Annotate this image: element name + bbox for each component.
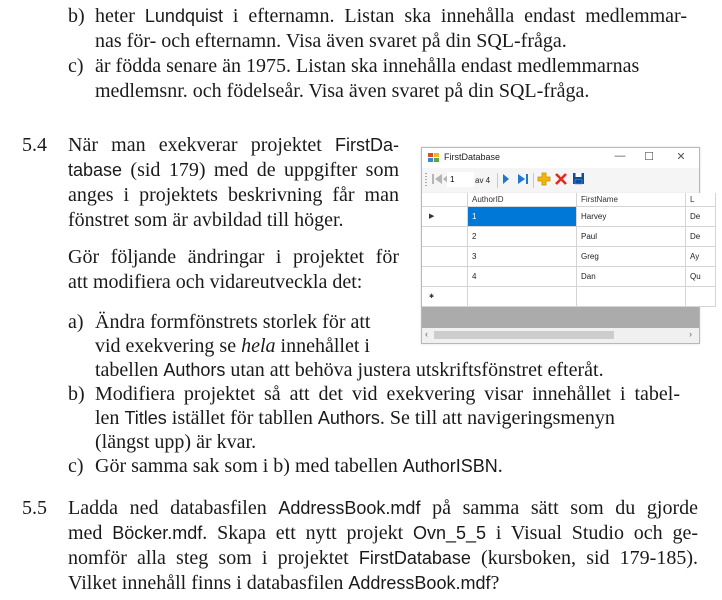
- body-line-1: Ladda ned databasfilen AddressBook.mdf på samma sätt som du gjorde: [68, 497, 699, 519]
- close-button[interactable]: ✕: [676, 151, 686, 163]
- cell-firstname[interactable]: Dan: [577, 267, 686, 287]
- cell-authorid[interactable]: [468, 287, 577, 307]
- window-title: FirstDatabase: [444, 152, 501, 162]
- item-b-line-3: (längst upp) är kvar.: [95, 431, 257, 453]
- cell-authorid[interactable]: 2: [468, 227, 577, 247]
- item-label-b: b): [68, 383, 85, 405]
- cell-firstname[interactable]: Paul: [577, 227, 686, 247]
- column-header-lastname[interactable]: L: [686, 193, 716, 207]
- item-b-line-2: nas för- och efternamn. Visa även svaret på din SQL-fråga.: [95, 30, 567, 52]
- cell-lastname[interactable]: Qu: [686, 267, 716, 287]
- row-header[interactable]: [422, 287, 468, 307]
- minimize-button[interactable]: —: [614, 150, 626, 162]
- toolbar-grip[interactable]: [425, 173, 427, 187]
- toolbar-separator: [533, 173, 534, 188]
- row-header[interactable]: [422, 247, 468, 267]
- item-label-c: c): [68, 55, 84, 77]
- scrollbar-thumb[interactable]: [434, 331, 614, 339]
- app-icon: [428, 153, 439, 162]
- body-line-2: med Böcker.mdf. Skapa ett nytt projekt Ovn_5_5 i Visual Studio och ge-: [68, 522, 698, 544]
- delete-icon[interactable]: [554, 172, 568, 186]
- cell-authorid[interactable]: 4: [468, 267, 577, 287]
- item-b-line-1: heter Lundquist i efternamn. Listan ska innehålla endast medlemmar-: [95, 5, 687, 27]
- horizontal-scrollbar[interactable]: [422, 328, 699, 342]
- move-last-icon[interactable]: [517, 172, 529, 186]
- item-label-b: b): [68, 5, 85, 27]
- item-a-line-3: tabellen Authors utan att behöva justera utskriftsfönstret efteråt.: [95, 359, 604, 381]
- intro-line-3: anges i projektets beskrivning får man: [68, 184, 399, 206]
- item-c-line-1: är födda senare än 1975. Listan ska innehålla endast medlemmarnas: [95, 55, 640, 77]
- item-a-line-2: vid exekvering se hela innehållet i: [95, 335, 370, 357]
- first-database-window: [421, 147, 700, 344]
- row-header[interactable]: [422, 227, 468, 247]
- title-bar: [422, 148, 699, 168]
- cell-lastname[interactable]: Ay: [686, 247, 716, 267]
- item-c-line-1: Gör samma sak som i b) med tabellen AuthorISBN.: [95, 455, 503, 477]
- toolbar-separator: [497, 173, 498, 188]
- cell-lastname[interactable]: [686, 287, 716, 307]
- table-row[interactable]: [422, 267, 712, 287]
- cell-lastname[interactable]: De: [686, 207, 716, 227]
- intro-line-4: fönstret som är avbildad till höger.: [68, 209, 344, 231]
- column-header-authorid[interactable]: AuthorID: [468, 193, 577, 207]
- new-row-icon: ✱: [429, 294, 435, 300]
- table-row[interactable]: [422, 227, 712, 247]
- cell-lastname[interactable]: De: [686, 227, 716, 247]
- body-line-3: nomför alla steg som i projektet FirstDatabase (kursboken, sid 179-185).: [68, 547, 699, 569]
- maximize-button[interactable]: ☐: [644, 151, 654, 163]
- intro-line-1: När man exekverar projektet FirstDa-: [68, 134, 399, 156]
- count-label: av 4: [475, 176, 491, 185]
- cell-firstname[interactable]: [577, 287, 686, 307]
- position-input[interactable]: 1: [447, 172, 474, 187]
- save-icon[interactable]: [572, 172, 585, 186]
- add-new-icon[interactable]: [537, 172, 551, 186]
- authors-data-grid: [422, 193, 699, 328]
- move-next-icon[interactable]: [502, 172, 510, 186]
- cell-firstname[interactable]: Greg: [577, 247, 686, 267]
- item-c-line-2: medlemsnr. och födelseår. Visa även svaret på din SQL-fråga.: [95, 80, 590, 102]
- scroll-right-icon[interactable]: ›: [689, 329, 692, 339]
- table-row[interactable]: [422, 247, 712, 267]
- exercise-number: 5.4: [22, 134, 47, 156]
- item-a-line-1: Ändra formfönstrets storlek för att: [95, 311, 371, 333]
- table-row[interactable]: [422, 207, 712, 227]
- row-header[interactable]: [422, 267, 468, 287]
- current-row-icon: ▶: [429, 213, 435, 220]
- row-header-corner: [422, 193, 468, 207]
- new-row[interactable]: [422, 287, 712, 307]
- instruction-line-2: att modifiera och vidareutveckla det:: [68, 271, 363, 293]
- cell-authorid[interactable]: 1: [468, 207, 577, 227]
- cell-firstname[interactable]: Harvey: [577, 207, 686, 227]
- item-label-c: c): [68, 455, 84, 477]
- cell-authorid[interactable]: 3: [468, 247, 577, 267]
- column-header-firstname[interactable]: FirstName: [577, 193, 686, 207]
- item-label-a: a): [68, 311, 84, 333]
- item-b-line-2: len Titles istället för tabllen Authors. Se till att navigeringsmenyn: [95, 407, 615, 429]
- item-b-line-1: Modifiera projektet så att det vid exekvering visar innehållet i tabel-: [95, 383, 680, 405]
- scroll-left-icon[interactable]: ‹: [425, 329, 428, 339]
- body-line-4: Vilket innehåll finns i databasfilen AddressBook.mdf?: [68, 572, 500, 594]
- binding-navigator: [422, 168, 699, 192]
- instruction-line-1: Gör följande ändringar i projektet för: [68, 246, 399, 268]
- row-header[interactable]: [422, 207, 468, 227]
- exercise-number: 5.5: [22, 497, 47, 519]
- intro-line-2: tabase (sid 179) med de uppgifter som: [68, 159, 399, 181]
